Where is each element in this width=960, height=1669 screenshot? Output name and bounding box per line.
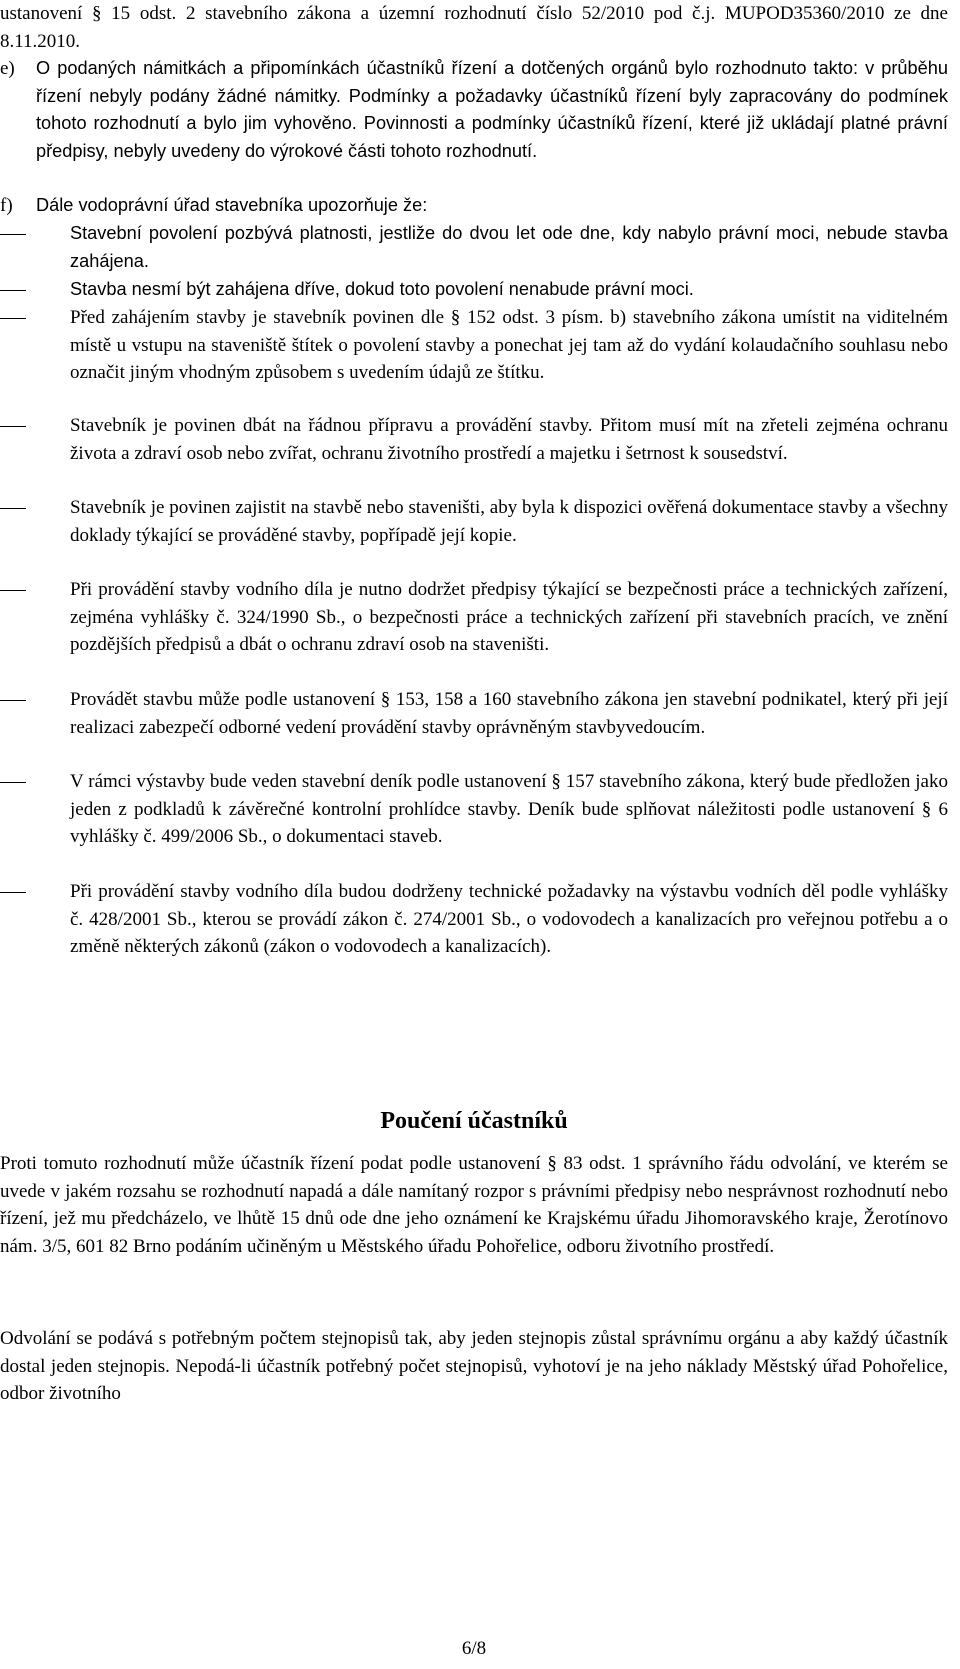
- dash-icon: [0, 508, 26, 509]
- dash-icon: [0, 426, 26, 427]
- dash-icon: [0, 782, 26, 783]
- bullet-item: [0, 220, 948, 275]
- bullet-item: [0, 686, 948, 741]
- bullet-item: [0, 494, 948, 549]
- dash-icon: [0, 318, 26, 319]
- bullet-text: Před zahájením stavby je stavebník povinen dle § 152 odst. 3 písm. b) stavebního zákona umístit na viditelném místě u vstupu na staveniště štítek o povolení stavby a ponechat jej tam až do vydání kolaudačního souhlasu nebo označit jiným vhodným způsobem s uvedením údajů ze štítku.: [70, 307, 948, 383]
- bullet-text: Při provádění stavby vodního díla budou dodrženy technické požadavky na výstavbu vodních děl podle vyhlášky č. 428/2001 Sb., kterou se provádí zákon č. 274/2001 Sb., o vodovodech a kanalizacích pro veřejnou potřebu a o změně některých zákonů (zákon o vodovodech a kanalizacích).: [70, 881, 948, 957]
- bullet-text: Stavba nesmí být zahájena dříve, dokud toto povolení nenabude právní moci.: [70, 279, 694, 299]
- item-e-label: e): [0, 58, 15, 79]
- item-e: [0, 55, 948, 165]
- dash-icon: [0, 700, 26, 701]
- page-number: 6/8: [461, 1638, 487, 1659]
- paragraph-text: Proti tomuto rozhodnutí může účastník řízení podat podle ustanovení § 83 odst. 1 správního řádu odvolání, ve kterém se uvede v jakém rozsahu se rozhodnutí napadá a dále namítaný rozpor s právními předpisy nebo nesprávnost rozhodnutí nebo řízení, jež mu předcházelo, ve lhůtě 15 dnů ode dne jeho oznámení ke Krajskému úřadu Jihomoravského kraje, Žerotínovo nám. 3/5, 601 82 Brno podáním učiněným u Městského úřadu Pohořelice, odboru životního prostředí.: [0, 1153, 948, 1257]
- item-f-label: f): [0, 195, 13, 216]
- bullet-text: V rámci výstavby bude veden stavební deník podle ustanovení § 157 stavebního zákona, který bude předložen jako jeden z podkladů k závěrečné kontrolní prohlídce stavby. Deník bude splňovat náležitosti podle ustanovení § 6 vyhlášky č. 499/2006 Sb., o dokumentaci staveb.: [70, 771, 948, 847]
- dash-icon: [0, 234, 26, 235]
- bullet-text: Stavební povolení pozbývá platnosti, jestliže do dvou let ode dne, kdy nabylo právní moci, nebude stavba zahájena.: [70, 223, 948, 271]
- bullet-text: Stavebník je povinen dbát na řádnou přípravu a provádění stavby. Přitom musí mít na zřeteli zejména ochranu života a zdraví osob nebo zvířat, ochranu životního prostředí a majetku i šetrnost k sousedství.: [70, 415, 948, 464]
- dash-icon: [0, 290, 26, 291]
- bullet-item: [0, 576, 948, 659]
- bullet-item: [0, 412, 948, 467]
- item-f-text: Dále vodoprávní úřad stavebníka upozorňuje že:: [36, 195, 428, 215]
- bullet-item: [0, 768, 948, 851]
- bullet-text: Stavebník je povinen zajistit na stavbě nebo staveništi, aby byla k dispozici ověřená dokumentace stavby a všechny doklady týkající se prováděné stavby, popřípadě její kopie.: [70, 497, 948, 546]
- dash-icon: [0, 892, 26, 893]
- intro-paragraph: [0, 0, 948, 55]
- bullet-item: [0, 878, 948, 961]
- dash-icon: [0, 590, 26, 591]
- instructions-paragraph-1: [0, 1150, 948, 1260]
- item-e-text: O podaných námitkách a připomínkách účastníků řízení a dotčených orgánů bylo rozhodnuto takto: v průběhu řízení nebyly podány žádné námitky. Podmínky a požadavky účastníků řízení byly zapracovány do podmínek tohoto rozhodnutí a bylo jim vyhověno. Povinnosti a podmínky účastníků řízení, které již ukládají platné právní předpisy, nebyly uvedeny do výrokové části tohoto rozhodnutí.: [36, 58, 948, 161]
- section-heading: Poučení účastníků: [380, 1108, 568, 1134]
- bullet-item: [0, 276, 948, 304]
- bullet-text: Při provádění stavby vodního díla je nutno dodržet předpisy týkající se bezpečnosti práce a technických zařízení, zejména vyhlášky č. 324/1990 Sb., o bezpečnosti práce a technických zařízení při stavebních pracích, ve znění pozdějších předpisů a dbát o ochranu zdraví osob na staveništi.: [70, 579, 948, 655]
- item-f: [0, 192, 948, 220]
- bullet-text: Provádět stavbu může podle ustanovení § 153, 158 a 160 stavebního zákona jen stavební podnikatel, který při její realizaci zabezpečí odborné vedení provádění stavby oprávněným stavbyvedoucím.: [70, 689, 948, 738]
- bullet-item: [0, 304, 948, 387]
- instructions-paragraph-2: [0, 1325, 948, 1408]
- paragraph-text: Odvolání se podává s potřebným počtem stejnopisů tak, aby jeden stejnopis zůstal správnímu orgánu a aby každý účastník dostal jeden stejnopis. Nepodá-li účastník potřebný počet stejnopisů, vyhotoví je na jeho náklady Městský úřad Pohořelice, odbor životního: [0, 1328, 948, 1404]
- intro-text: ustanovení § 15 odst. 2 stavebního zákona a územní rozhodnutí číslo 52/2010 pod č.j. MUPOD35360/2010 ze dne 8.11.2010.: [0, 3, 948, 52]
